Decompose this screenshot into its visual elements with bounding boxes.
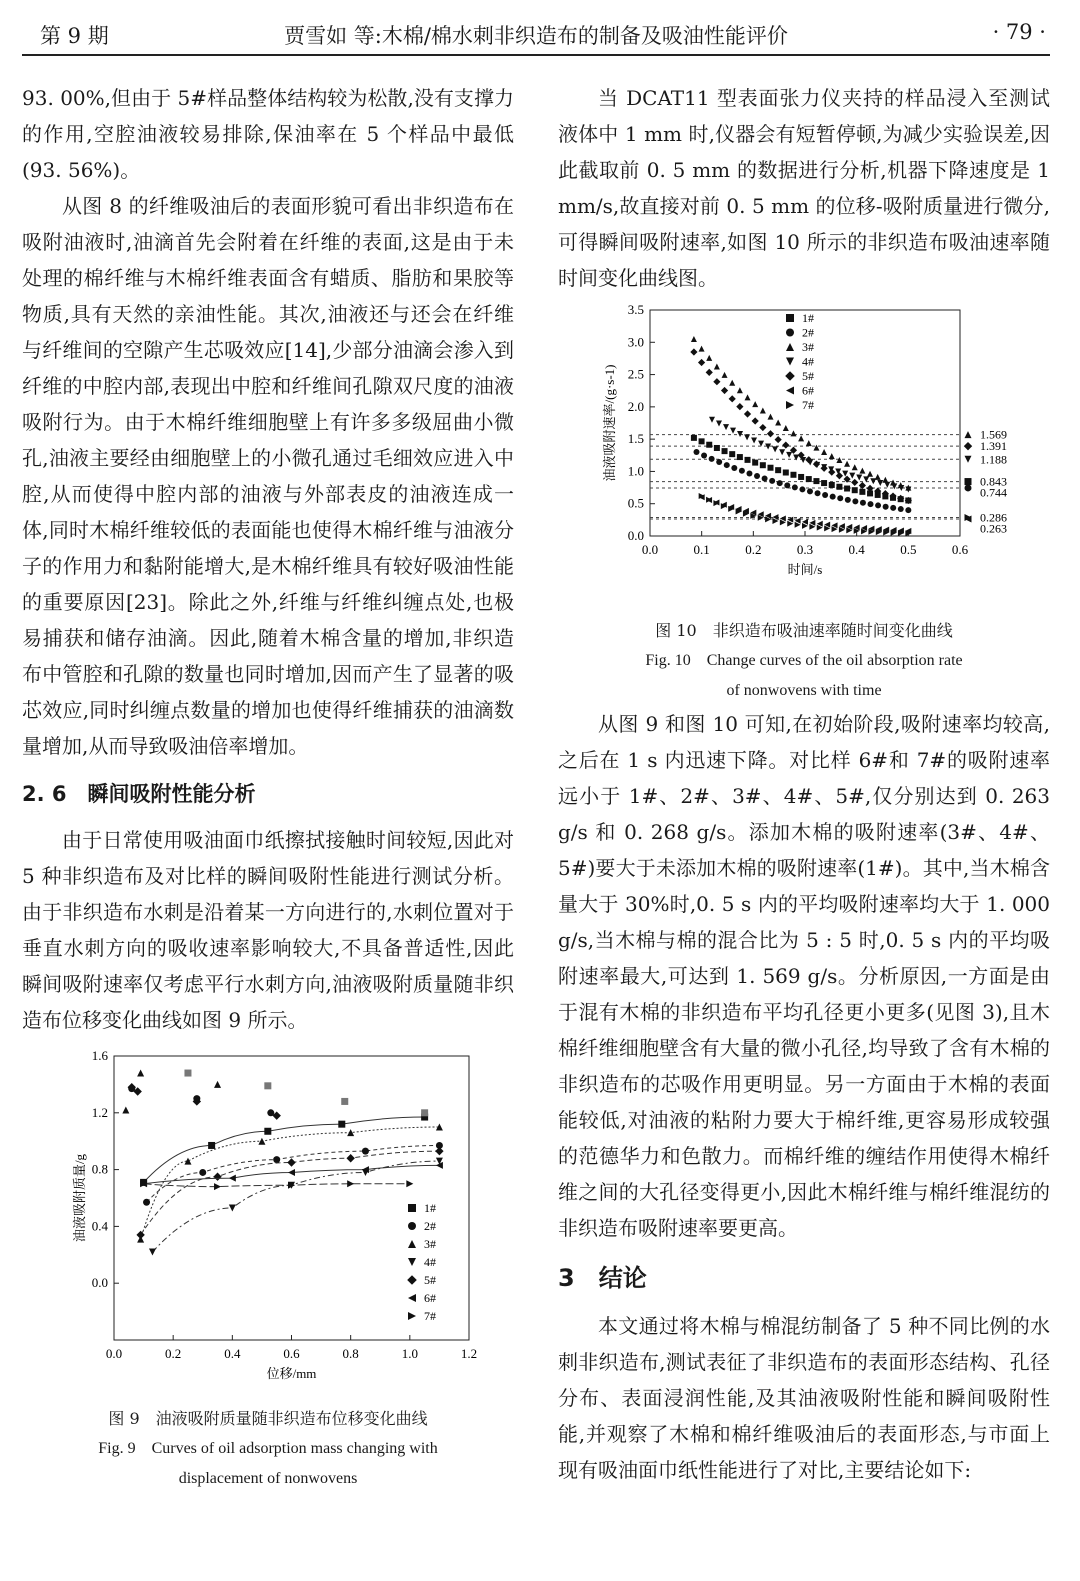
data-point <box>213 1173 221 1181</box>
left-column <box>22 80 514 1494</box>
data-point <box>406 1180 413 1187</box>
legend-label: 4# <box>802 354 814 369</box>
data-point <box>859 489 865 495</box>
data-point <box>784 482 790 488</box>
y-tick-label: 2.0 <box>627 398 644 414</box>
average-label: 0.286 <box>980 510 1007 525</box>
data-point <box>806 476 812 482</box>
data-point <box>731 465 737 471</box>
data-point <box>341 1098 348 1105</box>
x-tick-label: 0.2 <box>165 1346 182 1361</box>
data-point <box>691 336 697 342</box>
data-point <box>779 449 785 455</box>
data-point <box>821 449 827 455</box>
x-tick-label: 0.0 <box>641 542 659 557</box>
data-point <box>149 1248 156 1255</box>
x-tick-label: 0.6 <box>283 1346 300 1361</box>
x-tick-label: 1.0 <box>401 1346 418 1361</box>
data-point <box>699 346 705 352</box>
data-point <box>128 1085 135 1092</box>
average-label: 1.569 <box>980 427 1007 442</box>
data-point <box>752 417 759 424</box>
data-point <box>745 457 751 463</box>
x-tick-label: 0.2 <box>745 542 762 557</box>
legend-label: 7# <box>424 1309 436 1323</box>
fig9-caption-en: displacement of nonwovens <box>178 1470 358 1487</box>
average-marker <box>965 484 972 491</box>
data-point <box>709 456 715 462</box>
data-point <box>798 435 804 441</box>
data-point <box>716 459 722 465</box>
data-point <box>706 442 712 448</box>
legend-marker <box>408 1294 416 1302</box>
data-point <box>698 359 705 366</box>
figure-9 <box>22 1048 514 1494</box>
data-point <box>264 1128 271 1135</box>
data-point <box>790 472 796 478</box>
data-point <box>852 487 858 493</box>
issue-number: 第 9 期 <box>40 24 109 48</box>
fig10-chart <box>558 300 1050 605</box>
data-point <box>821 480 827 486</box>
data-point <box>792 484 798 490</box>
data-point <box>786 452 792 458</box>
data-point <box>744 410 751 417</box>
data-point <box>829 453 835 459</box>
y-tick-label: 3.5 <box>627 302 644 317</box>
data-point <box>875 502 881 508</box>
data-point <box>739 468 745 474</box>
average-label: 0.744 <box>980 485 1007 500</box>
data-point <box>877 480 883 486</box>
data-point <box>730 428 736 434</box>
data-point <box>884 482 890 488</box>
legend-marker <box>408 1204 416 1212</box>
data-point <box>828 468 835 475</box>
data-point <box>762 476 768 482</box>
y-tick-label: 0.5 <box>627 495 644 511</box>
data-point <box>744 434 750 440</box>
paragraph: 从图 9 和图 10 可知,在初始阶段,吸附速率均较高,之后在 1 s 内迅速下降。对比样 6#和 7#的吸附速率远小于 1#、2#、3#、4#、5#,仅分别达到 0. 263 g/s 和 0. 268 g/s。添加木棉的吸附速率(3#、4#、5#)要大于未添加木棉的吸附速率(1#)。其中,当木棉含量大于 30%时,0. 5 s 内的平均吸附速率均大于 1. 000 g/s,当木棉与棉的混合比为 5 : 5 时,0. 5 s 内的平均吸附速率最大,可达到 1. 569 g/s。分析原因,一方面是由于混有木棉的非织造布平均孔径更小更多(见图 3),且木棉纤维细胞壁含有大量的微小孔径,均导致了含有木棉的非织造布的芯吸作用更明显。另一方面由于木棉的表面能较低,对油液的粘附力要大于棉纤维,更容易形成较强的范德华力和色散力。而棉纤维的缠结作用使得木棉纤维之间的大孔径变得更小,因此木棉纤维与棉纤维混纺的非织造布吸附速率要更高。 <box>558 712 1050 1240</box>
data-point <box>836 484 842 490</box>
legend-label: 3# <box>424 1237 436 1251</box>
running-title: 贾雪如 等:木棉/棉水刺非织造布的制备及吸油性能评价 <box>284 24 788 48</box>
data-point <box>813 461 820 468</box>
data-point <box>890 505 896 511</box>
data-point <box>722 448 728 454</box>
data-point <box>758 441 764 447</box>
data-point <box>752 401 758 407</box>
data-point <box>722 372 728 378</box>
data-point <box>346 1154 354 1162</box>
data-point <box>859 468 865 474</box>
x-tick-label: 1.2 <box>460 1346 478 1361</box>
average-label: 1.391 <box>980 439 1007 454</box>
y-tick-label: 0.0 <box>91 1275 108 1291</box>
average-label: 0.843 <box>980 474 1007 489</box>
data-point <box>736 403 743 410</box>
data-point <box>273 1156 280 1163</box>
data-point <box>775 467 781 473</box>
legend-marker <box>408 1312 416 1320</box>
data-point <box>813 445 819 451</box>
data-point <box>435 1147 443 1155</box>
x-axis-label: 时间/s <box>787 562 823 577</box>
data-point <box>891 483 897 489</box>
data-point <box>775 419 781 425</box>
data-point <box>709 417 715 423</box>
data-point <box>856 475 862 481</box>
legend-label: 6# <box>424 1291 436 1305</box>
legend-label: 4# <box>424 1255 436 1269</box>
legend-marker <box>408 1240 416 1248</box>
legend-label: 5# <box>424 1273 436 1287</box>
y-axis-label: 油液吸附质量/g <box>72 1153 87 1243</box>
data-point <box>729 451 735 457</box>
data-point <box>184 1070 191 1077</box>
data-point <box>751 437 757 443</box>
fig9-caption-cn: 图 9 油液吸附质量随非织造布位移变化曲线 <box>108 1409 428 1428</box>
data-point <box>852 498 858 504</box>
average-marker <box>965 456 972 463</box>
data-point <box>737 454 743 460</box>
data-point <box>193 1095 200 1102</box>
x-tick-label: 0.5 <box>900 542 917 557</box>
legend-label: 1# <box>802 311 814 325</box>
data-point <box>760 408 766 414</box>
running-header <box>22 14 1050 56</box>
series-curve <box>152 1161 439 1252</box>
data-point <box>815 490 821 496</box>
legend-marker <box>407 1275 417 1285</box>
legend-label: 2# <box>802 325 814 340</box>
data-point <box>820 465 827 472</box>
data-point <box>338 1121 345 1128</box>
section-heading: 2. 6 瞬间吸附性能分析 <box>22 782 256 806</box>
data-point <box>714 445 720 451</box>
data-point <box>870 478 876 484</box>
data-point <box>798 474 804 480</box>
data-point <box>852 464 858 470</box>
average-marker <box>964 442 972 450</box>
data-point <box>122 1106 129 1113</box>
legend-label: 2# <box>424 1219 436 1233</box>
data-point <box>905 507 911 513</box>
x-tick-label: 0.1 <box>693 542 710 557</box>
data-point <box>137 1070 144 1077</box>
data-point <box>829 482 835 488</box>
legend-marker <box>786 314 794 322</box>
data-point <box>830 494 836 500</box>
legend-marker <box>786 329 794 337</box>
paragraph: 93. 00%,但由于 5#样品整体结构较为松散,没有支撑力的作用,空腔油液较易排除,保油率在 5 个样品中最低(93. 56%)。 <box>22 86 514 182</box>
data-point <box>723 424 729 430</box>
data-point <box>760 462 766 468</box>
data-point <box>849 473 855 479</box>
data-point <box>229 1175 236 1182</box>
data-point <box>690 348 697 355</box>
right-column <box>558 80 1050 1488</box>
data-point <box>288 1169 295 1176</box>
data-point <box>845 497 851 503</box>
data-point <box>851 479 858 486</box>
data-point <box>859 482 866 489</box>
average-marker <box>965 431 972 438</box>
legend-marker <box>785 371 795 381</box>
data-point <box>769 478 775 484</box>
data-point <box>752 460 758 466</box>
x-tick-label: 0.4 <box>224 1346 241 1361</box>
data-point <box>860 500 866 506</box>
data-point <box>775 436 782 443</box>
data-point <box>706 369 713 376</box>
data-point <box>724 462 730 468</box>
legend-label: 7# <box>802 398 814 412</box>
paragraph: 本文通过将木棉与棉混纺制备了 5 种不同比例的水刺非织造布,测试表征了非织造布的表面形态结构、孔径分布、表面浸润性能,及其油液吸附性能和瞬间吸附性能,并观察了木棉和棉纤维吸油后的表面形态,与市面上现有吸油面巾纸性能进行了对比,主要结论如下: <box>558 1314 1050 1482</box>
data-point <box>706 355 712 361</box>
data-point <box>759 424 766 431</box>
average-label: 1.188 <box>980 452 1007 467</box>
y-tick-label: 1.2 <box>91 1104 108 1120</box>
x-tick-label: 0.4 <box>848 542 865 557</box>
y-tick-label: 1.6 <box>91 1048 108 1063</box>
fig10-caption-en: of nonwovens with time <box>726 682 882 699</box>
data-point <box>813 478 819 484</box>
paragraph: 由于日常使用吸油面巾纸擦拭接触时间较短,因此对 5 种非织造布及对比样的瞬间吸附性能进行测试分析。由于非织造布水刺是沿着某一方向进行的,水刺位置对于垂直水刺方向的吸收速率影响较大,不具备普适性,因此瞬间吸附速率仅考虑平行水刺方向,油液吸附质量随非织造布位移变化曲线如图 9 所示。 <box>22 828 514 1032</box>
legend-label: 3# <box>802 340 814 354</box>
data-point <box>799 486 805 492</box>
data-point <box>699 438 705 444</box>
data-point <box>767 465 773 471</box>
data-point <box>745 394 751 400</box>
data-point <box>694 449 700 455</box>
data-point <box>264 1082 271 1089</box>
data-point <box>746 470 752 476</box>
data-point <box>837 495 843 501</box>
fig9-caption-en: Fig. 9 Curves of oil adsorption mass changing with <box>98 1440 438 1457</box>
x-tick-label: 0.6 <box>951 542 969 557</box>
data-point <box>214 1081 221 1088</box>
fig10-caption-cn: 图 10 非织造布吸油速率随时间变化曲线 <box>655 621 953 640</box>
data-point <box>214 1183 221 1190</box>
average-marker <box>965 478 972 485</box>
legend-label: 6# <box>802 383 814 398</box>
fig10-caption-en: Fig. 10 Change curves of the oil absorption rate <box>645 652 963 669</box>
data-point <box>754 473 760 479</box>
x-tick-label: 0.0 <box>105 1346 123 1361</box>
legend-marker <box>786 387 794 395</box>
data-point <box>782 441 789 448</box>
data-point <box>729 380 735 386</box>
data-point <box>737 387 743 393</box>
data-point <box>777 480 783 486</box>
y-tick-label: 0.4 <box>91 1218 108 1234</box>
data-point <box>229 1204 236 1211</box>
data-point <box>143 1199 150 1206</box>
x-axis-label: 位移/mm <box>266 1366 317 1381</box>
y-tick-label: 1.5 <box>627 431 644 447</box>
data-point <box>783 470 789 476</box>
legend-marker <box>786 401 794 409</box>
y-tick-label: 0.8 <box>91 1161 108 1177</box>
data-point <box>836 472 843 479</box>
x-tick-label: 0.3 <box>796 542 814 557</box>
data-point <box>844 486 850 492</box>
data-point <box>136 1231 144 1239</box>
data-point <box>842 471 848 477</box>
data-point <box>199 1169 206 1176</box>
data-point <box>713 378 720 385</box>
legend-marker <box>786 343 794 351</box>
data-point <box>421 1109 428 1116</box>
section-heading: 3 结论 <box>558 1264 647 1292</box>
x-tick-label: 0.8 <box>342 1346 359 1361</box>
data-point <box>716 421 722 427</box>
data-point <box>714 364 720 370</box>
data-point <box>868 501 874 507</box>
data-point <box>844 461 850 467</box>
data-point <box>258 1138 265 1145</box>
data-point <box>898 506 904 512</box>
data-point <box>806 440 812 446</box>
y-tick-label: 2.5 <box>627 366 644 382</box>
figure-10 <box>558 300 1050 706</box>
data-point <box>807 488 813 494</box>
legend-marker <box>786 358 794 366</box>
data-point <box>790 430 796 436</box>
data-point <box>822 492 828 498</box>
legend-marker <box>408 1258 416 1266</box>
data-point <box>729 395 736 402</box>
data-point <box>783 425 789 431</box>
data-point <box>767 430 774 437</box>
data-point <box>836 457 842 463</box>
data-point <box>737 431 743 437</box>
data-point <box>208 1142 215 1149</box>
data-point <box>701 453 707 459</box>
data-point <box>267 1109 274 1116</box>
data-point <box>287 1158 295 1166</box>
page-number: · 79 · <box>992 20 1046 44</box>
y-tick-label: 0.0 <box>627 528 644 543</box>
y-axis-label: 油液吸附速率/(g·s-1) <box>602 364 617 482</box>
data-point <box>883 504 889 510</box>
data-point <box>767 414 773 420</box>
y-tick-label: 1.0 <box>627 463 644 479</box>
data-point <box>362 1148 369 1155</box>
data-point <box>691 435 697 441</box>
data-point <box>347 1180 354 1187</box>
legend-label: 5# <box>802 369 814 383</box>
average-label: 0.263 <box>980 521 1007 536</box>
data-point <box>721 387 728 394</box>
data-point <box>772 446 778 452</box>
legend-marker <box>408 1222 416 1230</box>
data-point <box>867 471 873 477</box>
paragraph: 当 DCAT11 型表面张力仪夹持的样品浸入至测试液体中 1 mm 时,仪器会有短暂停顿,为减少实验误差,因此截取前 0. 5 mm 的数据进行分析,机器下降速度是 1 mm/s,故直接对前 0. 5 mm 的位移-吸附质量进行微分,可得瞬间吸附速率,如图 10 所示的非织造布吸油速率随时间变化曲线图。 <box>558 86 1050 290</box>
legend-label: 1# <box>424 1201 436 1215</box>
paragraph: 从图 8 的纤维吸油后的表面形貌可看出非织造布在吸附油液时,油滴首先会附着在纤维的表面,这是由于未处理的棉纤维与木棉纤维表面含有蜡质、脂肪和果胶等物质,具有天然的亲油性能。其次,油液还与还会在纤维与纤维间的空隙产生芯吸效应[14],少部分油滴会渗入到纤维的中腔内部,表现出中腔和纤维间孔隙双尺度的油液吸附行为。由于木棉纤维细胞壁上有许多多级屈曲小微孔,油液主要经由细胞壁上的小微孔通过毛细效应进入中腔,从而使得中腔内部的油液与外部表皮的油液连成一体,同时木棉纤维较低的表面能也使得木棉纤维与油液分子的作用力和黏附能增大,是木棉纤维具有较好吸油性能的重要原因[23]。除此之外,纤维与纤维纠缠点处,也极易捕获和储存油滴。因此,随着木棉含量的增加,非织造布中管腔和孔隙的数量也同时增加,因而产生了显著的吸芯效应,同时纠缠点数量的增加也使得纤维捕获的油滴数量增加,从而导致吸油倍率增加。 <box>22 194 514 758</box>
y-tick-label: 3.0 <box>627 334 644 350</box>
fig9-chart <box>22 1048 514 1393</box>
